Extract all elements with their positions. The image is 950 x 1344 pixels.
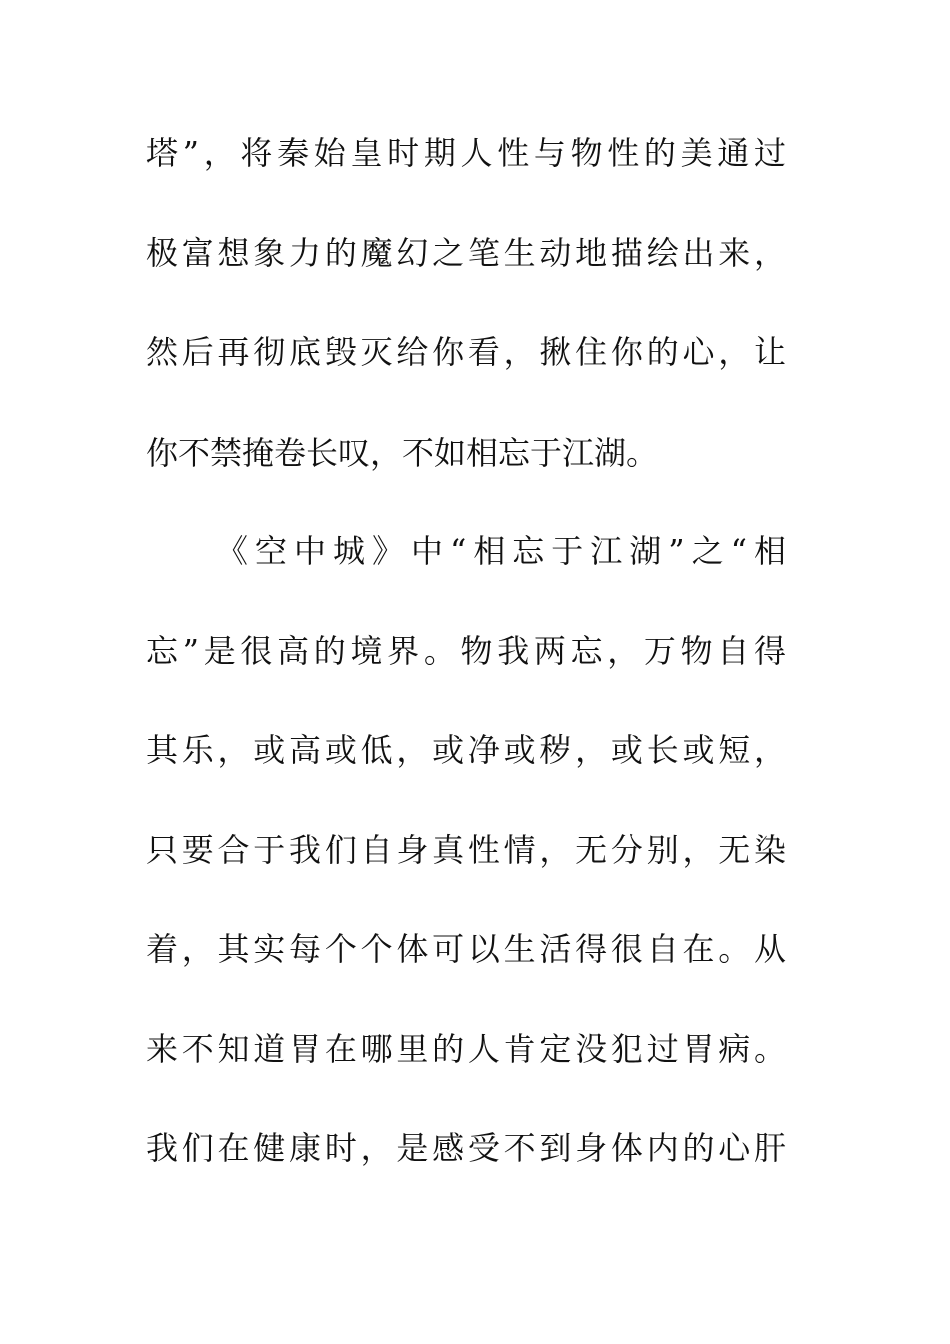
text-line-8: 只要合于我们自身真性情，无分别，无染: [146, 831, 786, 869]
text-line-11: 我们在健康时，是感受不到身体内的心肝: [146, 1129, 786, 1167]
text-line-6: 忘”是很高的境界。物我两忘，万物自得: [146, 632, 786, 670]
text-line-5: 《空中城》中“相忘于江湖”之“相: [216, 532, 786, 570]
text-line-3: 然后再彻底毁灭给你看，揪住你的心，让: [146, 333, 786, 371]
text-line-7: 其乐，或高或低，或净或秽，或长或短，: [146, 731, 786, 769]
text-line-10: 来不知道胃在哪里的人肯定没犯过胃病。: [146, 1030, 786, 1068]
text-line-2: 极富想象力的魔幻之笔生动地描绘出来，: [146, 234, 786, 272]
text-line-9: 着，其实每个个体可以生活得很自在。从: [146, 930, 786, 968]
text-line-4: 你不禁掩卷长叹，不如相忘于江湖。: [146, 434, 659, 472]
text-line-1: 塔”，将秦始皇时期人性与物性的美通过: [146, 134, 786, 172]
